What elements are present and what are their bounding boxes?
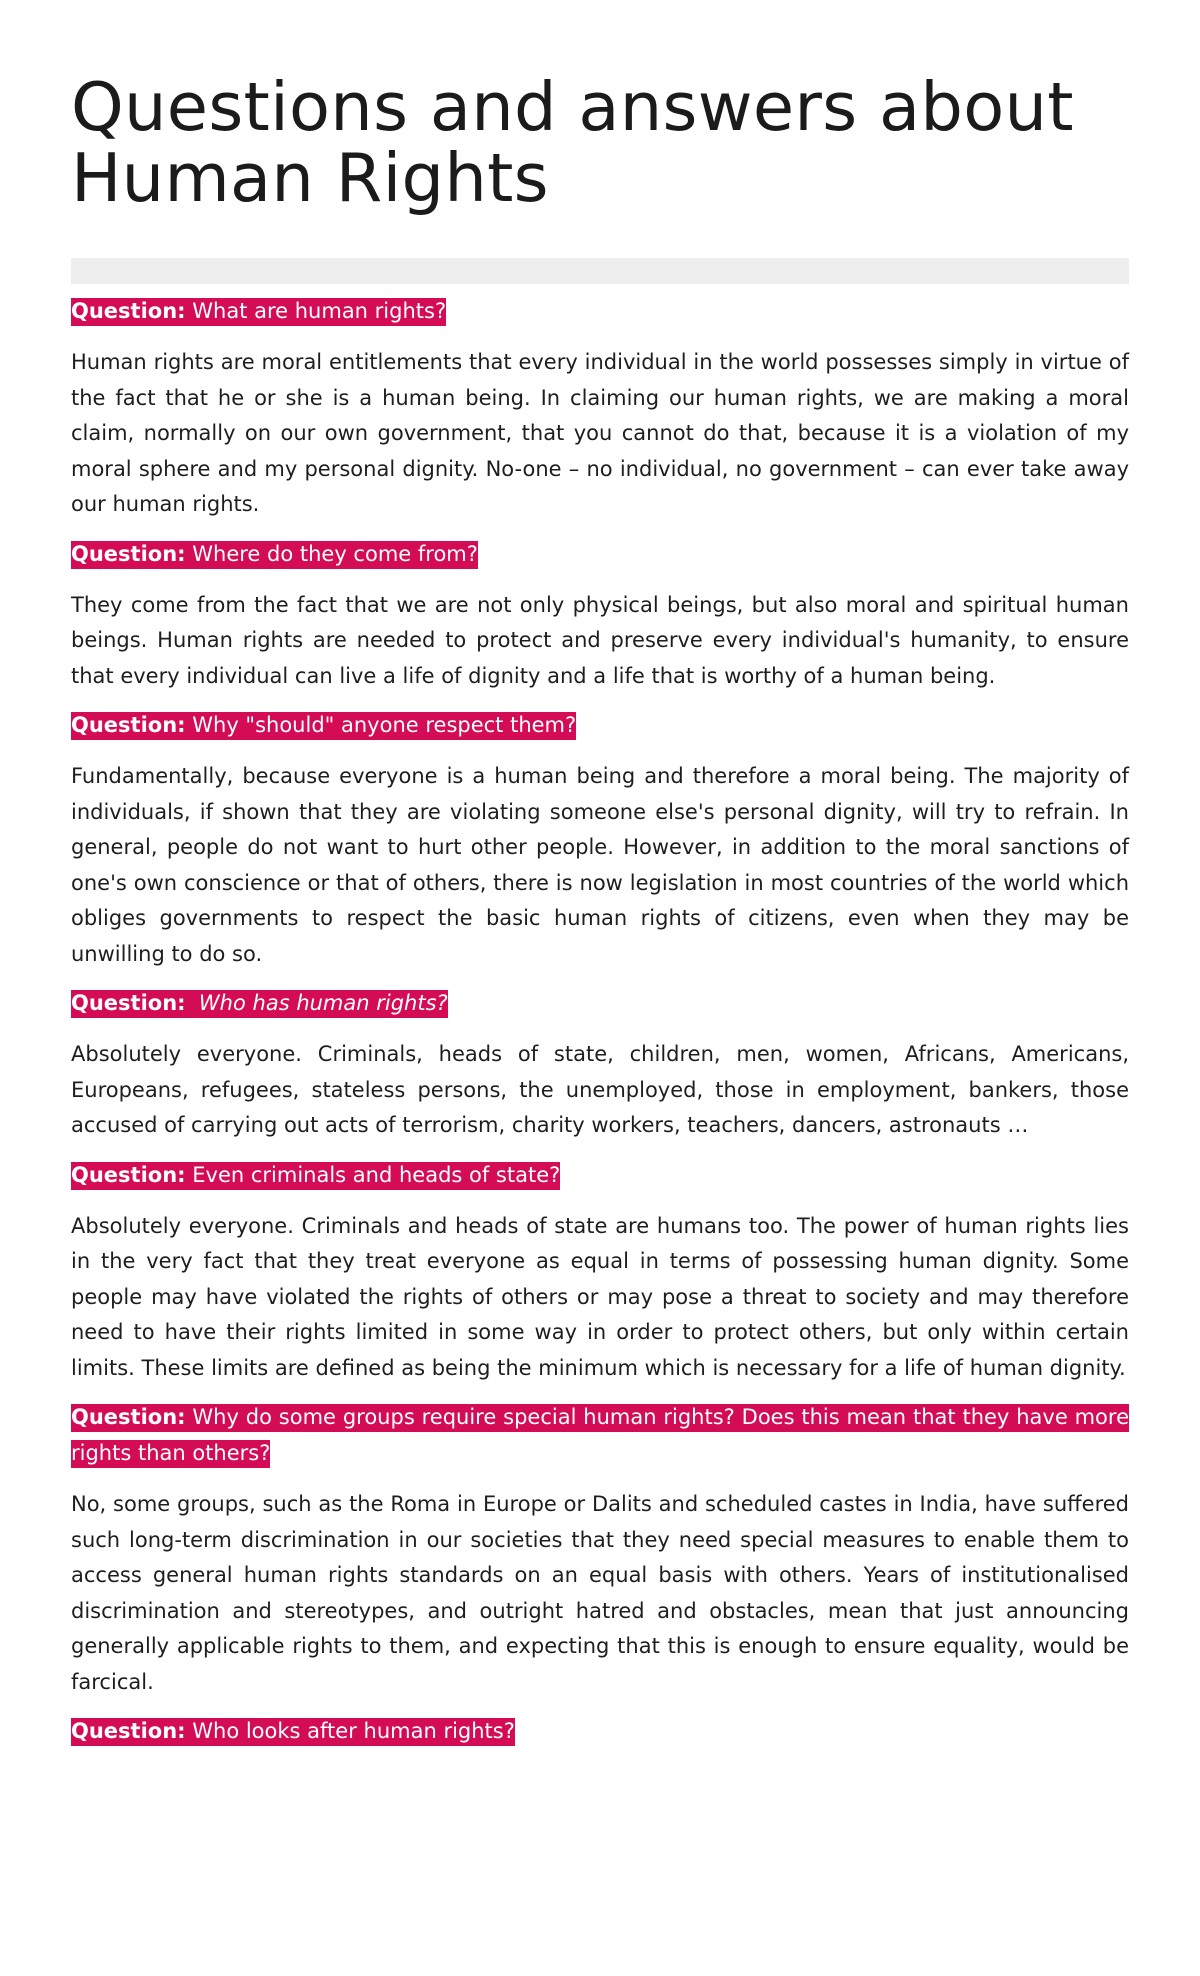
answer-what-are-human-rights: Human rights are moral entitlements that every individual in the world possesses simply in virtue of the fact that he or she is a human being. In claiming our human rights, we are making a moral claim, normally on our own government, that you cannot do that, because it is a violation of my moral sphere and my personal dignity. No-one – no individual, no government – can ever take away our human rights. (71, 350, 1129, 516)
question-highlight (71, 1718, 515, 1746)
question-where-do-they-come-from (71, 536, 1129, 572)
title-divider (71, 258, 1129, 284)
question-text: Who looks after human rights? (192, 1719, 515, 1743)
question-highlight (71, 541, 478, 569)
question-label: Question: (71, 541, 186, 566)
page-title: Questions and answers about Human Rights (71, 68, 1074, 217)
answer-who-has-human-rights: Absolutely everyone. Criminals, heads of state, children, men, women, Africans, Americans, Europeans, refugees, stateless persons, the unemployed, those in employment, bankers, those accused of carrying out acts of terrorism, charity workers, teachers, dancers, astronauts … (71, 1042, 1129, 1137)
answer-where-do-they-come-from: They come from the fact that we are not only physical beings, but also moral and spiritual human beings. Human rights are needed to protect and preserve every individual's humanity, to ensure that every individual can live a life of dignity and a life that is worthy of a human being. (71, 592, 1129, 688)
question-label: Question: (71, 1162, 186, 1187)
question-label: Question: (71, 991, 186, 1015)
question-highlight (71, 712, 576, 740)
question-text: Who has human rights? (198, 991, 448, 1015)
question-highlight (71, 1162, 560, 1190)
question-text: What are human rights? (192, 299, 447, 323)
question-text: Why "should" anyone respect them? (192, 713, 577, 737)
question-text: Why do some groups require special human rights? Does this mean that they have more rights than others? (71, 1405, 1129, 1465)
question-special-human-rights (71, 1399, 1129, 1471)
question-even-criminals (71, 1157, 1129, 1193)
question-highlight (71, 990, 448, 1018)
question-label: Question: (71, 1719, 186, 1743)
question-why-respect-them (71, 707, 1129, 743)
answer-special-human-rights: No, some groups, such as the Roma in Europe or Dalits and scheduled castes in India, have suffered such long-term discrimination in our societies that they need special measures to enable them to access general human rights standards on an equal basis with others. Years of institutionalised discrimination and stereotypes, and outright hatred and obstacles, mean that just announcing generally applicable rights to them, and expecting that this is enough to ensure equality, would be farcical. (71, 1492, 1129, 1694)
answer-even-criminals: Absolutely everyone. Criminals and heads of state are humans too. The power of human rights lies in the very fact that they treat everyone as equal in terms of possessing human dignity. Some people may have violated the rights of others or may pose a threat to society and may therefore need to have their rights limited in some way in order to protect others, but only within certain limits. These limits are defined as being the minimum which is necessary for a life of human dignity. (71, 1213, 1129, 1380)
question-highlight (71, 1404, 1129, 1468)
question-label: Question: (71, 713, 186, 737)
answer-why-respect-them: Fundamentally, because everyone is a human being and therefore a moral being. The majority of individuals, if shown that they are violating someone else's personal dignity, will try to refrain. In general, people do not want to hurt other people. However, in addition to the moral sanctions of one's own conscience or that of others, there is now legislation in most countries of the world which obliges governments to respect the basic human rights of citizens, even when they may be unwilling to do so. (71, 764, 1129, 966)
question-who-looks-after (71, 1713, 1129, 1749)
question-label: Question: (71, 1405, 186, 1429)
question-what-are-human-rights (71, 293, 1129, 329)
question-highlight (71, 298, 446, 326)
question-label: Question: (71, 299, 186, 323)
qa-list (71, 293, 1129, 1749)
question-text: Where do they come from? (192, 541, 478, 566)
question-who-has-human-rights (71, 985, 1129, 1021)
question-text: Even criminals and heads of state? (192, 1162, 561, 1187)
